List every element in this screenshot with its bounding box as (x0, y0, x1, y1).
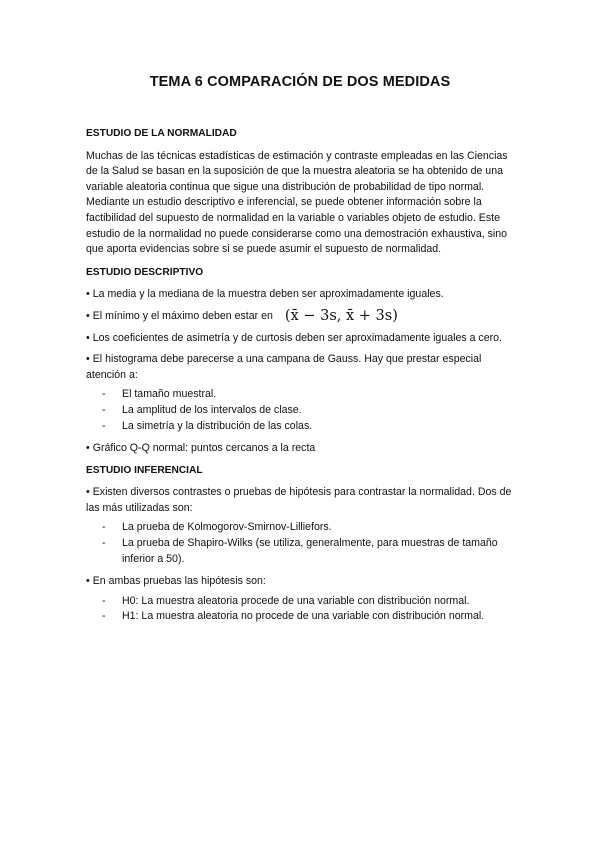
bullet-contrastes: • Existen diversos contrastes o pruebas de hipótesis para contrastar la normalidad. Dos de las más utilizadas son: (86, 486, 512, 514)
list-item: - La prueba de Kolmogorov-Smirnov-Lilliefors. (102, 521, 332, 534)
page-title: TEMA 6 COMPARACIÓN DE DOS MEDIDAS (149, 74, 451, 90)
bullet-min-max: • El mínimo y el máximo deben estar en (x̄ − 3s, x̄ + 3s) (86, 307, 398, 324)
bullet-media-mediana: • La media y la mediana de la muestra deben ser aproximadamente iguales. (86, 288, 444, 301)
list-item: - La prueba de Shapiro-Wilks (se utiliza, generalmente, para muestras de tamaño inferior a 50). (102, 537, 498, 565)
bullet-hipotesis: • En ambas pruebas las hipótesis son: (86, 575, 266, 588)
hipotesis-list (86, 594, 516, 625)
list-item: - La simetría y la distribución de las colas. (102, 419, 313, 432)
interval-formula: (x̄ − 3s, x̄ + 3s) (284, 307, 398, 324)
pruebas-list (86, 520, 516, 567)
list-item: - H1: La muestra aleatoria no procede de una variable con distribución normal. (102, 610, 485, 623)
bullet-coeficientes: • Los coeficientes de asimetría y de curtosis deben ser aproximadamente iguales a cero. (86, 331, 502, 344)
section-heading-normalidad: ESTUDIO DE LA NORMALIDAD (86, 128, 237, 139)
list-item: - H0: La muestra aleatoria procede de una variable con distribución normal. (102, 594, 470, 607)
list-item: - La amplitud de los intervalos de clase. (102, 403, 302, 416)
document-body (86, 126, 516, 632)
list-item: - El tamaño muestral. (102, 388, 217, 401)
section-heading-inferencial: ESTUDIO INFERENCIAL (86, 464, 203, 476)
bullet-histograma: • El histograma debe parecerse a una campana de Gauss. Hay que prestar especial atención a: (86, 353, 482, 381)
intro-paragraph: Muchas de las técnicas estadísticas de estimación y contraste empleadas en las Ciencias de la Salud se basan en la suposición de que la muestra aleatoria se ha obtenido de una variable aleatoria continua que sigue una distribución de probabilidad de tipo normal. Mediante un estudio descriptivo e inferencial, se puede obtener información sobre la factibilidad del supuesto de normalidad en la variable o variables objeto de estudio. Este estudio de la normalidad no puede considerarse como una demostración exhaustiva, sino que aporta evidencias sobre si se puede asumir el supuesto de normalidad. (86, 149, 508, 256)
section-heading-descriptivo: ESTUDIO DESCRIPTIVO (86, 266, 204, 278)
histograma-list (86, 387, 516, 434)
bullet-qq: • Gráfico Q-Q normal: puntos cercanos a la recta (86, 442, 316, 455)
